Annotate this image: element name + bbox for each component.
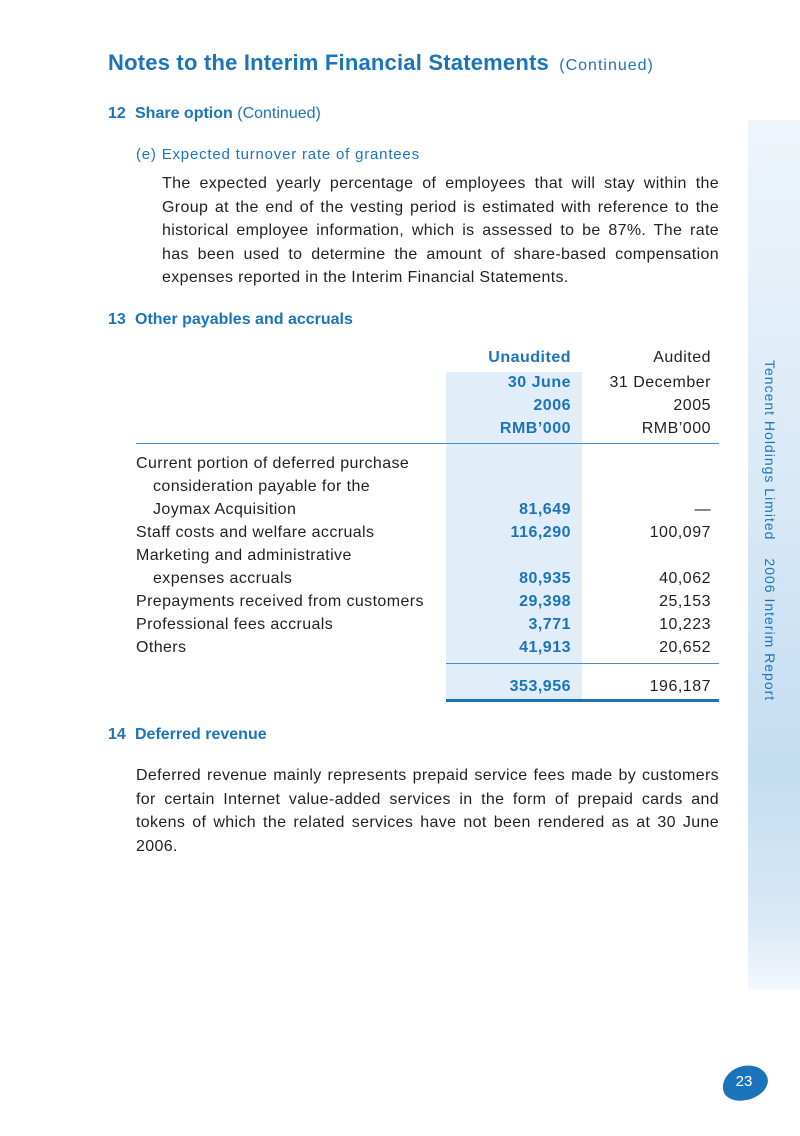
row-value-current: 3,771 [528,616,571,633]
column-year-prior: 2005 [673,397,711,414]
row-label: Joymax Acquisition [153,501,297,518]
page-title-continued: (Continued) [559,57,654,74]
row-value-prior: 10,223 [659,616,711,633]
section-14-heading [108,726,267,744]
row-value-prior: — [694,501,711,518]
column-status-current: Unaudited [488,349,571,366]
side-report-name: 2006 Interim Report [762,558,778,702]
row-value-prior: 40,062 [659,570,711,587]
row-value-current: 81,649 [519,501,571,518]
section-continued: (Continued) [237,105,321,122]
page-title [108,50,654,76]
row-label: Current portion of deferred purchase [136,455,410,472]
column-unit-prior: RMB’000 [641,420,711,437]
row-label: Prepayments received from customers [136,593,424,610]
column-date-current: 30 June [507,374,571,391]
subtotal-rule [446,663,719,664]
section-12-paragraph: The expected yearly percentage of employees that will stay within the Group at the end of the vesting period is estimated with reference to the historical employee information, which is assessed to be 87%. The rate has been used to determine the amount of share-based compensation expenses reported in the Interim Financial Statements. [162,175,719,287]
row-value-prior: 25,153 [659,593,711,610]
row-label: Staff costs and welfare accruals [136,524,375,541]
column-year-current: 2006 [533,397,571,414]
side-running-title [762,360,778,701]
row-label: Professional fees accruals [136,616,334,633]
row-value-prior: 100,097 [649,524,711,541]
section-title: Share option [135,105,233,122]
section-number: 13 [108,311,126,328]
page-title-text: Notes to the Interim Financial Statements [108,50,549,75]
row-value-prior: 20,652 [659,639,711,656]
row-label: Others [136,639,187,656]
section-number: 12 [108,105,126,122]
page-number: 23 [735,1073,753,1090]
row-label: consideration payable for the [153,478,371,495]
column-date-prior: 31 December [609,374,711,391]
column-status-prior: Audited [653,349,711,366]
row-value-current: 41,913 [519,639,571,656]
header-rule [136,443,719,444]
row-value-current: 116,290 [510,524,571,541]
section-12-heading [108,105,321,123]
row-label: Marketing and administrative [136,547,352,564]
subsection-heading: (e) Expected turnover rate of grantees [136,146,420,163]
row-label: expenses accruals [153,570,293,587]
total-value-current: 353,956 [509,678,571,695]
total-value-prior: 196,187 [649,678,711,695]
row-value-current: 80,935 [519,570,571,587]
section-title: Deferred revenue [135,726,267,743]
section-14-paragraph: Deferred revenue mainly represents prepaid service fees made by customers for certain Internet value-added services in the form of prepaid cards and tokens of which the related services have not been rendered as at 30 June 2006. [136,767,719,855]
column-unit-current: RMB’000 [499,420,571,437]
total-rule [446,699,719,702]
section-number: 14 [108,726,126,743]
section-title: Other payables and accruals [135,311,353,328]
side-company-name: Tencent Holdings Limited [762,360,778,541]
section-13-heading [108,311,353,329]
row-value-current: 29,398 [519,593,571,610]
